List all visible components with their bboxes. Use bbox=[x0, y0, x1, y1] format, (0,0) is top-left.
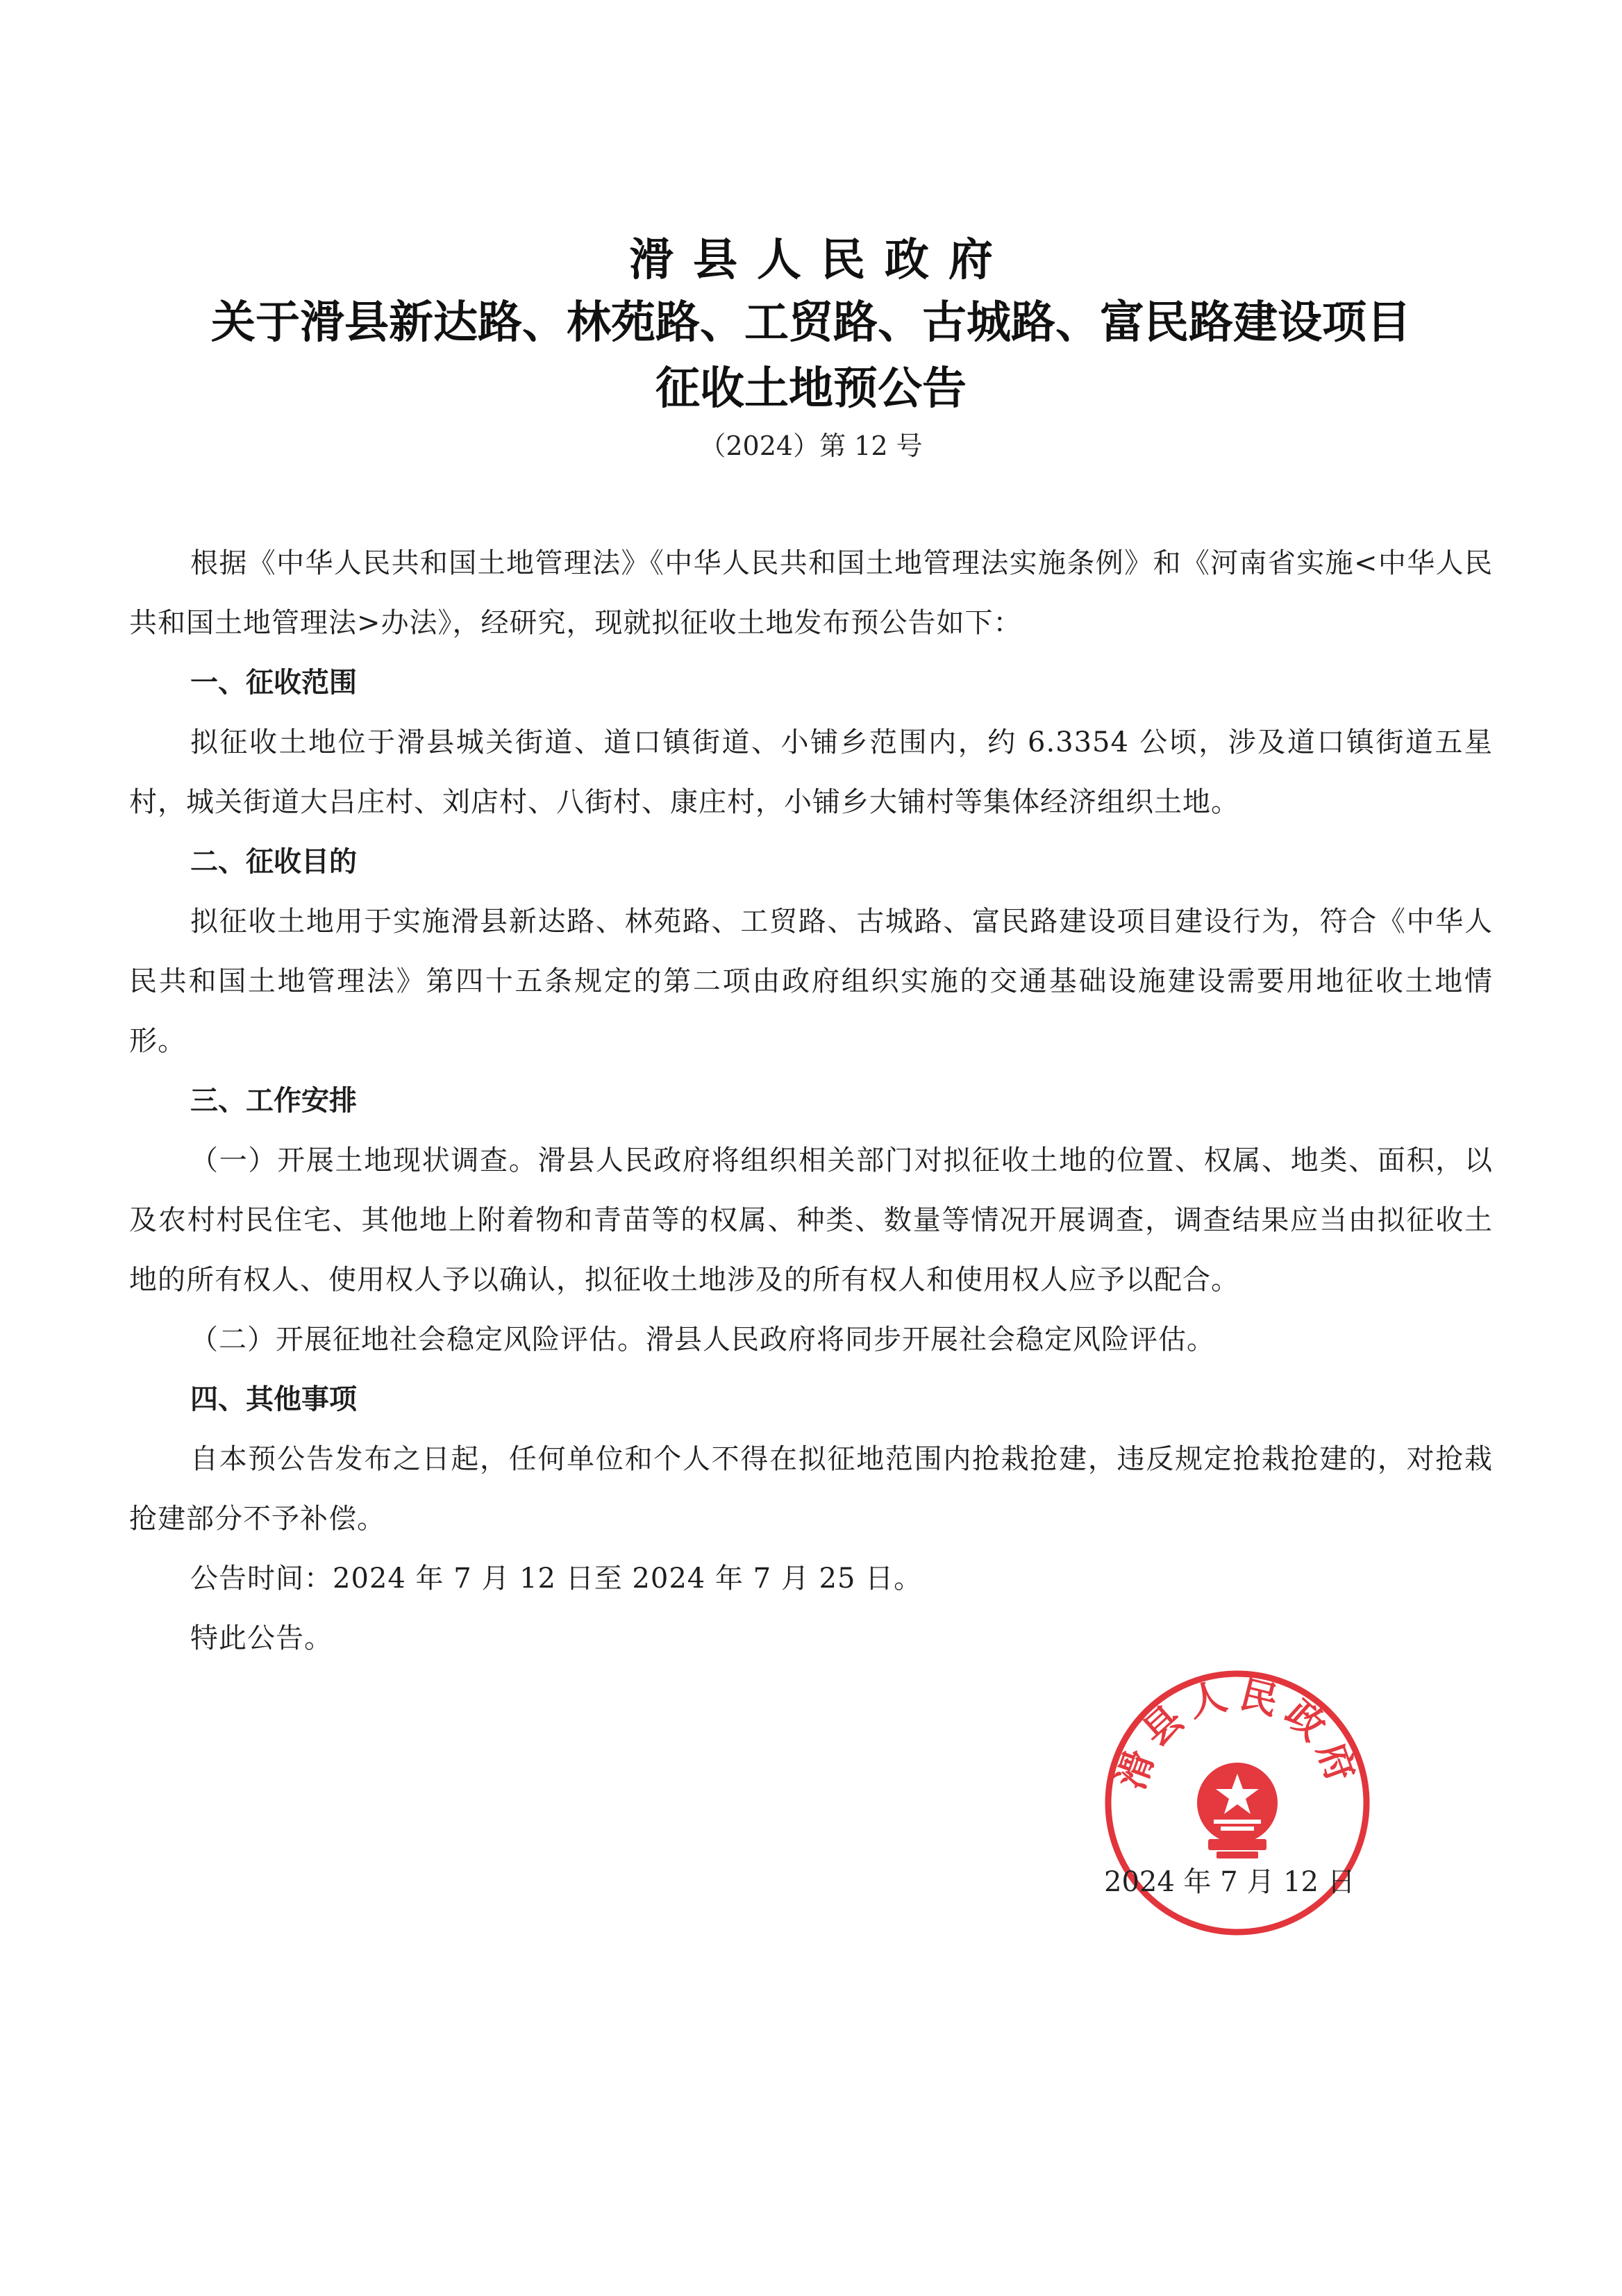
document-title: 关于滑县新达路、林苑路、工贸路、古城路、富民路建设项目 bbox=[211, 297, 1411, 349]
issuer-title: 滑县人民政府 bbox=[629, 234, 1012, 286]
section-arrangement-item1: （一）开展土地现状调查。滑县人民政府将组织相关部门对拟征收土地的位置、权属、地类、面积，以及农村村民住宅、其他地上附着物和青苗等的权属、种类、数量等情况开展调查，调查结果应当由拟征收土地的所有权人、使用权人予以确认，拟征收土地涉及的所有权人和使用权人应予以配合。 bbox=[129, 1145, 1493, 1296]
document-number: （2024）第 12 号 bbox=[699, 431, 923, 461]
signature-date: 2024 年 7 月 12 日 bbox=[1104, 1866, 1355, 1898]
section-heading-arrangement: 三、工作安排 bbox=[190, 1085, 357, 1117]
intro-paragraph: 根据《中华人民共和国土地管理法》《中华人民共和国土地管理法实施条例》和《河南省实施<中华人民共和国土地管理法>办法》，经研究，现就拟征收土地发布预公告如下： bbox=[129, 547, 1493, 639]
section-scope-text: 拟征收土地位于滑县城关街道、道口镇街道、小铺乡范围内，约 6.3354 公顷，涉及道口镇街道五星村，城关街道大吕庄村、刘店村、八街村、康庄村，小铺乡大铺村等集体经济组织土地。 bbox=[129, 726, 1493, 818]
section-other-text: 自本预公告发布之日起，任何单位和个人不得在拟征地范围内抢栽抢建，违反规定抢栽抢建的，对抢栽抢建部分不予补偿。 bbox=[129, 1443, 1493, 1535]
notice-period: 公告时间：2024 年 7 月 12 日至 2024 年 7 月 25 日。 bbox=[190, 1563, 923, 1595]
section-heading-other: 四、其他事项 bbox=[190, 1383, 357, 1415]
document-subtitle: 征收土地预公告 bbox=[655, 363, 967, 415]
section-arrangement-item2: （二）开展征地社会稳定风险评估。滑县人民政府将同步开展社会稳定风险评估。 bbox=[190, 1324, 1215, 1356]
section-heading-purpose: 二、征收目的 bbox=[190, 846, 357, 878]
svg-text:滑县人民政府: 滑县人民政府 bbox=[1108, 1672, 1366, 1795]
document-body bbox=[129, 533, 1493, 1668]
closing-text: 特此公告。 bbox=[190, 1622, 333, 1654]
section-purpose-text: 拟征收土地用于实施滑县新达路、林苑路、工贸路、古城路、富民路建设项目建设行为，符合《中华人民共和国土地管理法》第四十五条规定的第二项由政府组织实施的交通基础设施建设需要用地征收土地情形。 bbox=[129, 906, 1493, 1057]
section-heading-scope: 一、征收范围 bbox=[190, 667, 357, 699]
